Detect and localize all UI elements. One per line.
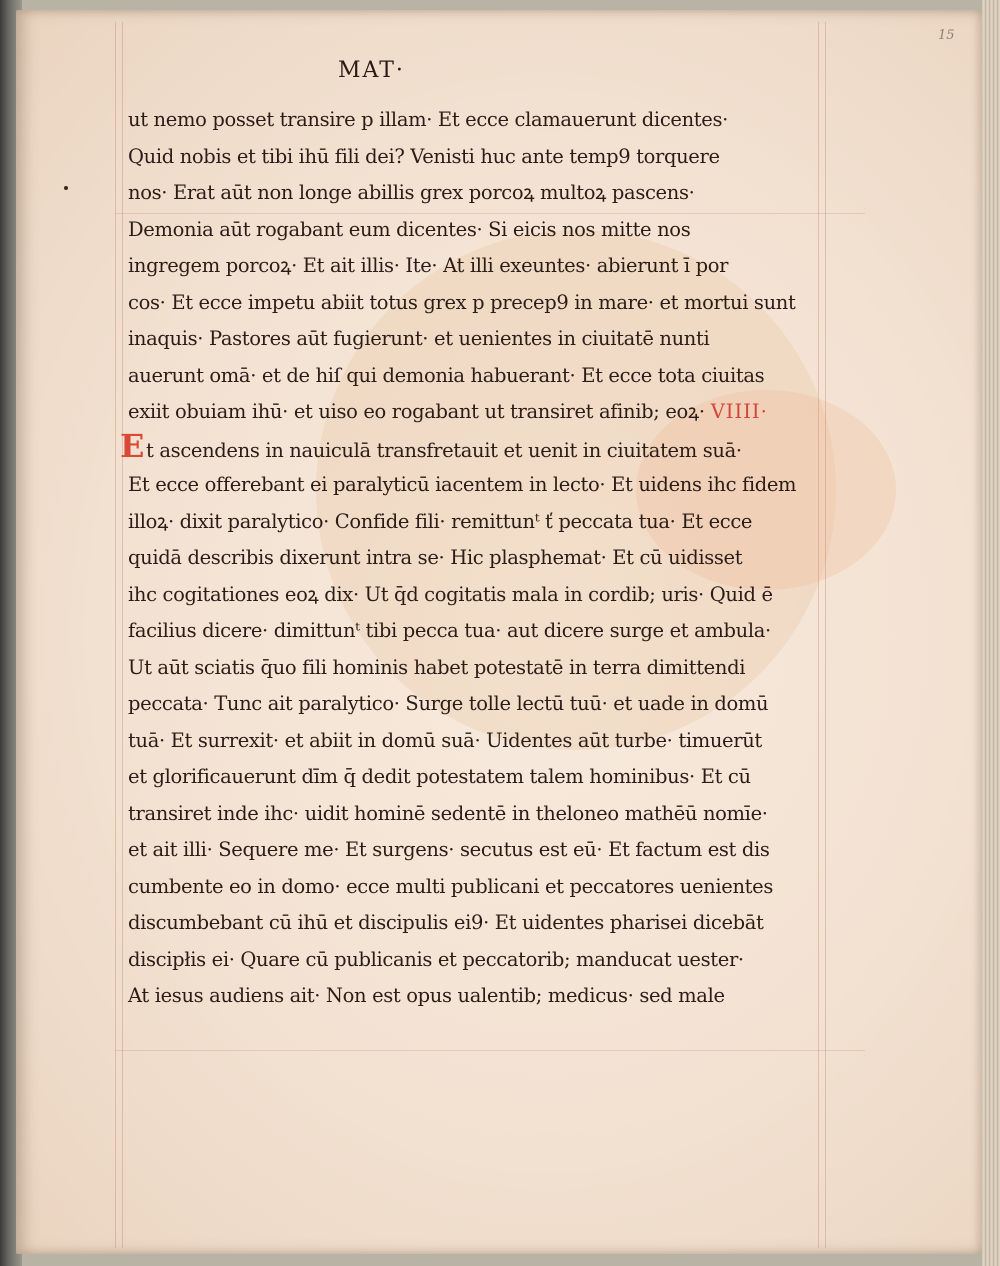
- text-line-with-chapter: [128, 394, 808, 431]
- text-column: [120, 102, 808, 1015]
- text-line: ut nemo posset transire p illam· Et ecce clamauerunt dicentes·: [128, 108, 728, 131]
- text-line: discumbebant cū ihū et discipulis ei9· Et uidentes pharisei dicebāt: [128, 911, 764, 934]
- text-line: transiret inde ihc· uidit hominē sedentē in theloneo mathēū nomīe·: [128, 801, 768, 825]
- ruling-horizontal: [115, 1050, 865, 1051]
- text-line: exiit obuiam ihū· et uiso eo rogabant ut transiret afinib; eoꝝ·: [128, 400, 705, 423]
- text-line: Demonia aūt rogabant eum dicentes· Si eicis nos mitte nos: [128, 217, 691, 241]
- running-head: MAT·: [338, 58, 405, 83]
- decorated-initial: E: [120, 426, 145, 465]
- text-line: At iesus audiens ait· Non est opus ualentib; medicus· sed male: [128, 984, 725, 1007]
- ruling-vertical-left: [115, 22, 116, 1248]
- text-line: et ait illi· Sequere me· Et surgens· secutus est eū· Et factum est dis: [128, 838, 770, 861]
- text-line: Et ecce offerebant ei paralyticū iacentem in lecto· Et uidens ihc fidem: [128, 473, 797, 496]
- text-line-chapter-start: [120, 426, 808, 468]
- text-line: t ascendens in nauiculā transfretauit et uenit in ciuitatem suā·: [146, 438, 742, 462]
- text-line: facilius dicere· dimittunᵗ tibi pecca tua· aut dicere surge et ambula·: [128, 619, 771, 642]
- text-line: ihc cogitationes eoꝝ dix· Ut q̄d cogitatis mala in cordib; uris· Quid ē: [128, 582, 773, 606]
- text-line: Ut aūt sciatis q̄uo fili hominis habet potestatē in terra dimittendi: [128, 655, 746, 679]
- text-line: illoꝝ· dixit paralytico· Confide fili· remittunᵗ ť peccata tua· Et ecce: [128, 509, 753, 533]
- text-line: discipłis ei· Quare cū publicanis et peccatorib; manducat uester·: [128, 947, 744, 971]
- text-line: Quid nobis et tibi ihū fili dei? Venisti huc ante temp9 torquere: [128, 144, 720, 168]
- text-line: nos· Erat aūt non longe abillis grex porcoꝝ multoꝝ pascens·: [128, 181, 695, 204]
- ruling-vertical-right-inner: [825, 22, 826, 1248]
- text-line: ingregem porcoꝝ· Et ait illis· Ite· At illi exeuntes· abierunt ī por: [128, 254, 729, 277]
- text-line: inaquis· Pastores aūt fugierunt· et uenientes in ciuitatē nunti: [128, 327, 710, 350]
- text-line: cumbente eo in domo· ecce multi publicani et peccatores uenientes: [128, 874, 774, 898]
- text-line: tuā· Et surrexit· et abiit in domū suā· Uidentes aūt turbe· timuerūt: [128, 728, 762, 752]
- text-line: et glorificauerunt dīm q̄ dedit potestatem talem hominibus· Et cū: [128, 765, 751, 788]
- chapter-number: VIIII·: [710, 400, 768, 423]
- text-line: cos· Et ecce impetu abiit totus grex p precep9 in mare· et mortui sunt: [128, 290, 796, 314]
- text-line: auerunt omā· et de hiſ qui demonia habuerant· Et ecce tota ciuitas: [128, 363, 765, 387]
- text-line: peccata· Tunc ait paralytico· Surge tolle lectū tuū· et uade in domū: [128, 692, 769, 715]
- margin-mark: [64, 186, 68, 190]
- text-line: quidā describis dixerunt intra se· Hic plasphemat· Et cū uidisset: [128, 546, 743, 569]
- folio-number: 15: [938, 28, 955, 43]
- ruling-vertical-left-inner: [122, 22, 123, 1248]
- ruling-vertical-right: [818, 22, 819, 1248]
- page-edges: [982, 0, 1000, 1266]
